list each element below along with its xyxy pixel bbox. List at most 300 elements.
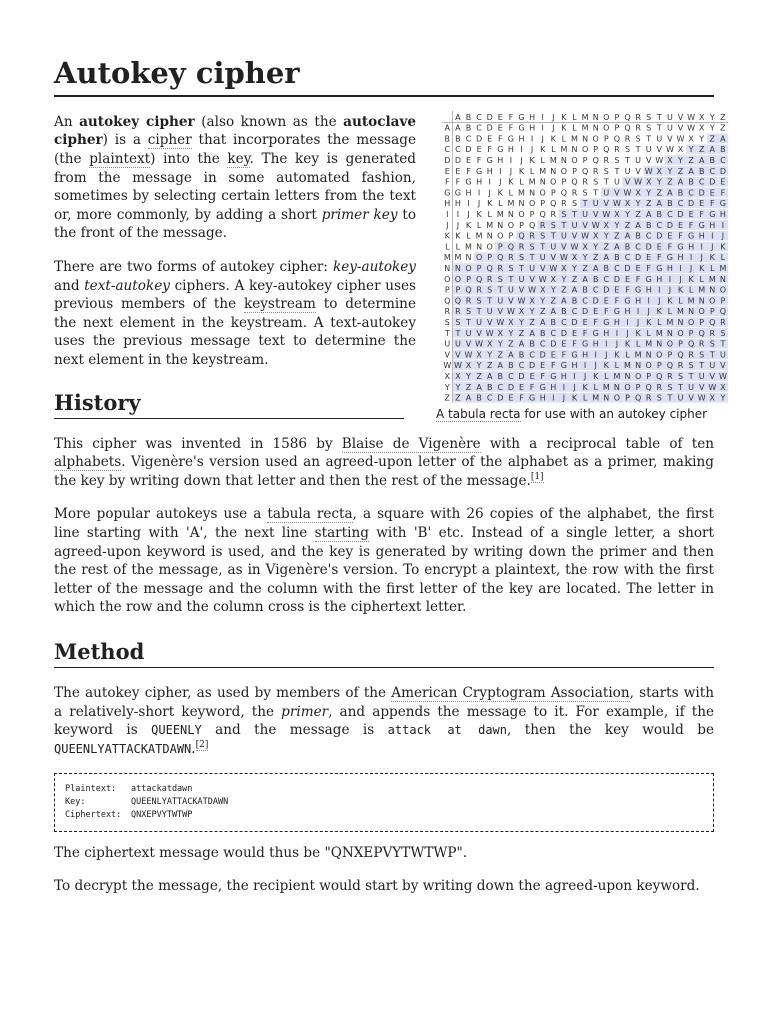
cell: B: [592, 274, 599, 284]
row-header-j: J: [446, 220, 449, 230]
cell: Q: [613, 134, 621, 144]
cell: K: [518, 166, 525, 176]
cell: Q: [454, 296, 462, 306]
cell: I: [583, 360, 587, 370]
cell: R: [582, 177, 588, 187]
cell: V: [720, 360, 726, 370]
cell: Z: [571, 274, 578, 284]
cell: A: [455, 123, 461, 133]
cell: I: [668, 274, 672, 284]
cell: Q: [507, 242, 515, 252]
cell: Q: [550, 198, 557, 208]
cell: C: [656, 220, 663, 230]
cell: S: [709, 339, 715, 349]
cell: N: [465, 252, 472, 262]
cell: D: [656, 231, 663, 241]
blaise-de-vigenere-link[interactable]: Blaise de Vigenère: [341, 435, 481, 452]
column-header-k: K: [561, 112, 567, 122]
cell: G: [719, 198, 727, 208]
cell: X: [465, 360, 472, 370]
cell: G: [645, 274, 652, 284]
row-header-e: E: [444, 166, 450, 176]
cell: Q: [518, 231, 525, 241]
cell: X: [571, 252, 578, 262]
cell: Y: [487, 350, 493, 360]
cell: M: [571, 134, 578, 144]
cell: C: [667, 209, 673, 219]
cell: N: [560, 155, 567, 165]
cell: O: [656, 350, 663, 360]
cell: Y: [466, 371, 471, 381]
cell: F: [455, 177, 461, 187]
cell: F: [529, 382, 535, 392]
cell: J: [605, 350, 608, 360]
cell: O: [539, 188, 546, 198]
cell: L: [519, 177, 524, 187]
cell: R: [720, 317, 726, 327]
cell: T: [667, 393, 673, 403]
cell: O: [687, 317, 695, 327]
column-header-q: Q: [624, 112, 631, 122]
cell: D: [677, 209, 684, 219]
cell: J: [583, 371, 587, 381]
cell: H: [465, 188, 472, 198]
cell: T: [487, 296, 493, 306]
cell: O: [560, 166, 568, 176]
cell: L: [455, 242, 461, 252]
cell: V: [476, 328, 482, 338]
cell: M: [507, 198, 515, 208]
cell: X: [688, 134, 694, 144]
cell: R: [476, 285, 482, 295]
cell: V: [455, 350, 461, 360]
cell: M: [475, 231, 483, 241]
cell: D: [645, 242, 652, 252]
cell: C: [571, 306, 578, 316]
cell: N: [518, 198, 525, 208]
cell: Y: [593, 242, 599, 252]
reference-2-link[interactable]: [2]: [195, 740, 209, 751]
cell: D: [688, 198, 695, 208]
cell: Q: [528, 220, 536, 230]
cell: D: [698, 188, 705, 198]
cell: T: [709, 350, 715, 360]
cell: Y: [635, 198, 641, 208]
cell: Y: [699, 134, 705, 144]
cell: P: [550, 188, 556, 198]
cell: K: [550, 134, 556, 144]
cell: F: [603, 306, 609, 316]
cell: S: [677, 371, 684, 381]
history-heading: History: [54, 390, 404, 419]
cell: Q: [497, 252, 504, 262]
column-header-i: I: [541, 112, 544, 122]
cell: C: [508, 371, 514, 381]
cell: G: [624, 296, 631, 306]
cell: Z: [709, 134, 716, 144]
cell: E: [455, 166, 461, 176]
cell: O: [475, 252, 483, 262]
cell: D: [497, 393, 504, 403]
cell: E: [709, 188, 715, 198]
row-header-h: H: [444, 198, 451, 208]
cell: C: [603, 274, 610, 284]
cell: Q: [475, 274, 483, 284]
cell: W: [602, 209, 611, 219]
row-header-a: A: [444, 123, 451, 133]
cell: C: [455, 144, 461, 154]
cell: E: [603, 296, 609, 306]
cell: R: [529, 231, 535, 241]
cell: H: [550, 382, 557, 392]
cell: B: [561, 306, 567, 316]
cell: U: [656, 134, 663, 144]
cell: E: [635, 263, 641, 273]
cell: X: [698, 123, 705, 133]
cell: G: [518, 123, 525, 133]
cell: R: [603, 155, 610, 165]
cipher-link[interactable]: cipher: [147, 132, 192, 149]
cell: V: [465, 339, 472, 349]
cell: J: [711, 242, 714, 252]
american-cryptogram-association-link[interactable]: American Cryptogram Association: [391, 685, 630, 702]
code-row-plaintext: Plaintext: attackatdawn: [65, 783, 193, 794]
cell: S: [550, 220, 556, 230]
cell: N: [624, 371, 631, 381]
cell: N: [476, 242, 483, 252]
cell: M: [719, 263, 727, 273]
cell: X: [635, 188, 641, 198]
cell: P: [656, 360, 662, 370]
cell: H: [518, 134, 525, 144]
cell: O: [719, 285, 727, 295]
cell: I: [615, 328, 619, 338]
cell: G: [709, 209, 716, 219]
cell: X: [518, 306, 525, 316]
cell: P: [678, 339, 683, 349]
cell: E: [518, 382, 525, 392]
cell: A: [529, 328, 535, 338]
column-header-b: B: [465, 112, 472, 122]
cell: U: [507, 285, 514, 295]
alphabets-link[interactable]: alphabets: [54, 454, 122, 471]
cell: V: [550, 252, 557, 262]
cell: W: [676, 134, 685, 144]
cell: T: [497, 285, 503, 295]
cell: A: [486, 371, 493, 381]
cell: F: [720, 188, 726, 198]
column-header-p: P: [614, 112, 620, 122]
cell: G: [656, 263, 663, 273]
cell: O: [666, 339, 674, 349]
cell: V: [582, 220, 588, 230]
cell: Q: [698, 328, 705, 338]
intro-paragraph-2: There are two forms of autokey cipher: key-autokey and text-autokey ciphers. A key-autokey cipher uses previous members of the keystream to determine the next element in the keystream. A text-autokey uses the previous message text to determine the next element in the keystream.: [54, 258, 416, 368]
cell: V: [667, 134, 673, 144]
cell: E: [497, 123, 503, 133]
cell: A: [582, 274, 588, 284]
cell: R: [561, 198, 567, 208]
column-header-r: R: [635, 112, 641, 122]
cell: A: [688, 166, 694, 176]
cell: K: [582, 382, 588, 392]
cell: O: [486, 242, 493, 252]
cell: N: [645, 350, 652, 360]
cell: Q: [539, 209, 546, 219]
cell: P: [709, 306, 715, 316]
cell: D: [613, 274, 620, 284]
keystream-link[interactable]: keystream: [243, 296, 316, 313]
cell: H: [571, 360, 578, 370]
tabula-recta-link[interactable]: tabula recta: [267, 506, 353, 523]
figure-caption: A tabula recta for use with an autokey cipher: [436, 406, 708, 421]
row-header-z: Z: [444, 393, 451, 403]
cell: I: [477, 188, 481, 198]
cell: T: [582, 198, 588, 208]
cell: V: [497, 306, 504, 316]
cell: F: [561, 350, 567, 360]
plaintext-link[interactable]: plaintext: [89, 150, 151, 167]
method-heading: Method: [54, 639, 714, 668]
cell: N: [582, 134, 589, 144]
tabula-recta-caption-link[interactable]: A tabula recta: [436, 406, 521, 421]
cell: L: [466, 231, 471, 241]
cell: N: [603, 393, 610, 403]
page-title: Autokey cipher: [54, 56, 714, 97]
cell: B: [656, 209, 663, 219]
cell: B: [529, 339, 535, 349]
cell: G: [550, 371, 557, 381]
cell: Z: [677, 166, 684, 176]
cell: G: [475, 166, 483, 176]
cell: Q: [560, 188, 568, 198]
cell: B: [688, 177, 694, 187]
cell: V: [698, 382, 705, 392]
cell: G: [666, 252, 674, 262]
cell: V: [645, 155, 652, 165]
cell: R: [508, 252, 514, 262]
reference-1-link[interactable]: [1]: [530, 472, 544, 483]
cell: G: [486, 155, 493, 165]
cell: K: [656, 306, 662, 316]
tabula-recta-table: [434, 109, 727, 403]
cell: C: [698, 177, 705, 187]
column-header-a: A: [455, 112, 461, 122]
cell: T: [476, 306, 482, 316]
cell: Z: [465, 382, 472, 392]
cell: V: [571, 231, 578, 241]
cell: M: [666, 317, 674, 327]
cell: V: [624, 177, 631, 187]
cell: A: [645, 209, 652, 219]
cell: M: [687, 296, 695, 306]
cell: T: [540, 242, 546, 252]
cell: K: [487, 198, 493, 208]
cell: G: [677, 242, 684, 252]
cell: E: [487, 134, 493, 144]
cell: L: [614, 360, 620, 370]
cell: W: [581, 231, 590, 241]
code-row-ciphertext: Ciphertext: QNXEPVYTWTWP: [65, 809, 193, 820]
cell: H: [486, 166, 493, 176]
cell: P: [561, 177, 567, 187]
cell: S: [603, 166, 609, 176]
cell: V: [529, 274, 535, 284]
cell: Q: [666, 360, 674, 370]
starting-link[interactable]: starting: [314, 525, 369, 542]
cell: C: [529, 350, 535, 360]
cell: F: [635, 274, 641, 284]
cell: V: [592, 209, 599, 219]
cell: R: [645, 393, 652, 403]
cell: U: [529, 263, 536, 273]
cell: O: [465, 263, 472, 273]
cell: T: [519, 263, 524, 273]
cell: G: [603, 317, 610, 327]
cell: R: [635, 123, 641, 133]
cell: D: [465, 144, 472, 154]
cell: L: [487, 209, 492, 219]
cell: V: [709, 371, 716, 381]
cell: A: [561, 296, 567, 306]
cell: F: [487, 144, 493, 154]
cell: N: [539, 177, 546, 187]
cell: G: [454, 188, 462, 198]
cell: U: [465, 328, 472, 338]
cell: L: [720, 252, 726, 262]
cell: H: [709, 220, 716, 230]
cell: J: [615, 339, 619, 349]
cell: M: [655, 328, 663, 338]
cell: U: [698, 371, 705, 381]
cell: Z: [656, 188, 663, 198]
cell: Q: [645, 382, 652, 392]
cell: H: [592, 339, 599, 349]
cell: Y: [476, 360, 482, 370]
cell: T: [699, 360, 705, 370]
cell: J: [700, 252, 703, 262]
cell: I: [456, 209, 460, 219]
cell: S: [561, 209, 567, 219]
cell: O: [571, 155, 578, 165]
cell: K: [476, 209, 482, 219]
cell: U: [539, 252, 546, 262]
cell: S: [571, 198, 578, 208]
cell: C: [539, 339, 546, 349]
cell: J: [477, 198, 481, 208]
cell: Q: [634, 393, 642, 403]
cell: W: [549, 263, 558, 273]
cell: H: [698, 231, 705, 241]
column-header-l: L: [572, 112, 577, 122]
cell: I: [721, 220, 725, 230]
cell: X: [476, 350, 482, 360]
cell: O: [507, 220, 515, 230]
cell: S: [487, 285, 493, 295]
cell: A: [635, 220, 641, 230]
cell: L: [678, 296, 683, 306]
column-header-z: Z: [720, 112, 726, 122]
cell: R: [486, 274, 493, 284]
cell: J: [626, 328, 629, 338]
row-header-o: O: [444, 274, 451, 284]
cell: A: [709, 144, 716, 154]
cell: A: [508, 350, 514, 360]
column-header-n: N: [592, 112, 599, 122]
cell: M: [560, 144, 568, 154]
method-paragraph-3: To decrypt the message, the recipient would start by writing down the agreed-upon keyword.: [54, 878, 700, 895]
row-header-y: Y: [444, 382, 450, 392]
cell: U: [454, 339, 461, 349]
cell: I: [647, 296, 650, 306]
cell: F: [540, 371, 546, 381]
cell: F: [519, 393, 524, 403]
cell: Z: [518, 328, 525, 338]
cell: B: [465, 123, 472, 133]
cell: I: [530, 134, 534, 144]
cell: W: [538, 274, 547, 284]
cell: D: [539, 350, 546, 360]
cell: N: [688, 306, 695, 316]
cell: P: [519, 220, 524, 230]
cell: F: [614, 296, 620, 306]
cell: N: [698, 296, 705, 306]
cell: O: [709, 296, 716, 306]
cell: D: [454, 155, 461, 165]
cell: X: [645, 177, 652, 187]
cell: E: [688, 209, 694, 219]
cell: F: [709, 198, 715, 208]
cell: I: [509, 155, 513, 165]
cell: K: [603, 360, 609, 370]
cell: U: [486, 306, 493, 316]
key-link[interactable]: key: [227, 150, 250, 167]
cell: D: [592, 296, 599, 306]
cell: I: [552, 393, 555, 403]
cell: C: [486, 393, 493, 403]
cell: L: [572, 123, 577, 133]
cell: G: [581, 339, 589, 349]
cell: C: [635, 242, 641, 252]
cell: H: [529, 123, 536, 133]
cell: A: [677, 177, 684, 187]
cell: B: [603, 263, 610, 273]
cell: S: [582, 188, 588, 198]
cell: D: [603, 285, 610, 295]
cell: C: [592, 285, 599, 295]
cell: Y: [646, 188, 652, 198]
cell: T: [614, 166, 620, 176]
cell: L: [657, 317, 662, 327]
column-header-y: Y: [709, 112, 715, 122]
cell: X: [529, 296, 535, 306]
cell: E: [571, 328, 578, 338]
cell: H: [688, 242, 695, 252]
cell: A: [667, 188, 673, 198]
cell: Y: [561, 274, 567, 284]
cell: Y: [678, 155, 683, 165]
cell: Z: [592, 252, 599, 262]
cell: D: [518, 371, 525, 381]
code-row-key: Key: QUEENLYATTACKATDAWN: [65, 796, 229, 807]
cell: H: [613, 317, 620, 327]
cell: L: [646, 328, 651, 338]
cell: B: [571, 296, 578, 306]
cell: I: [679, 263, 682, 273]
cell: Z: [688, 155, 694, 165]
cell: A: [518, 339, 525, 349]
cell: T: [635, 144, 641, 154]
